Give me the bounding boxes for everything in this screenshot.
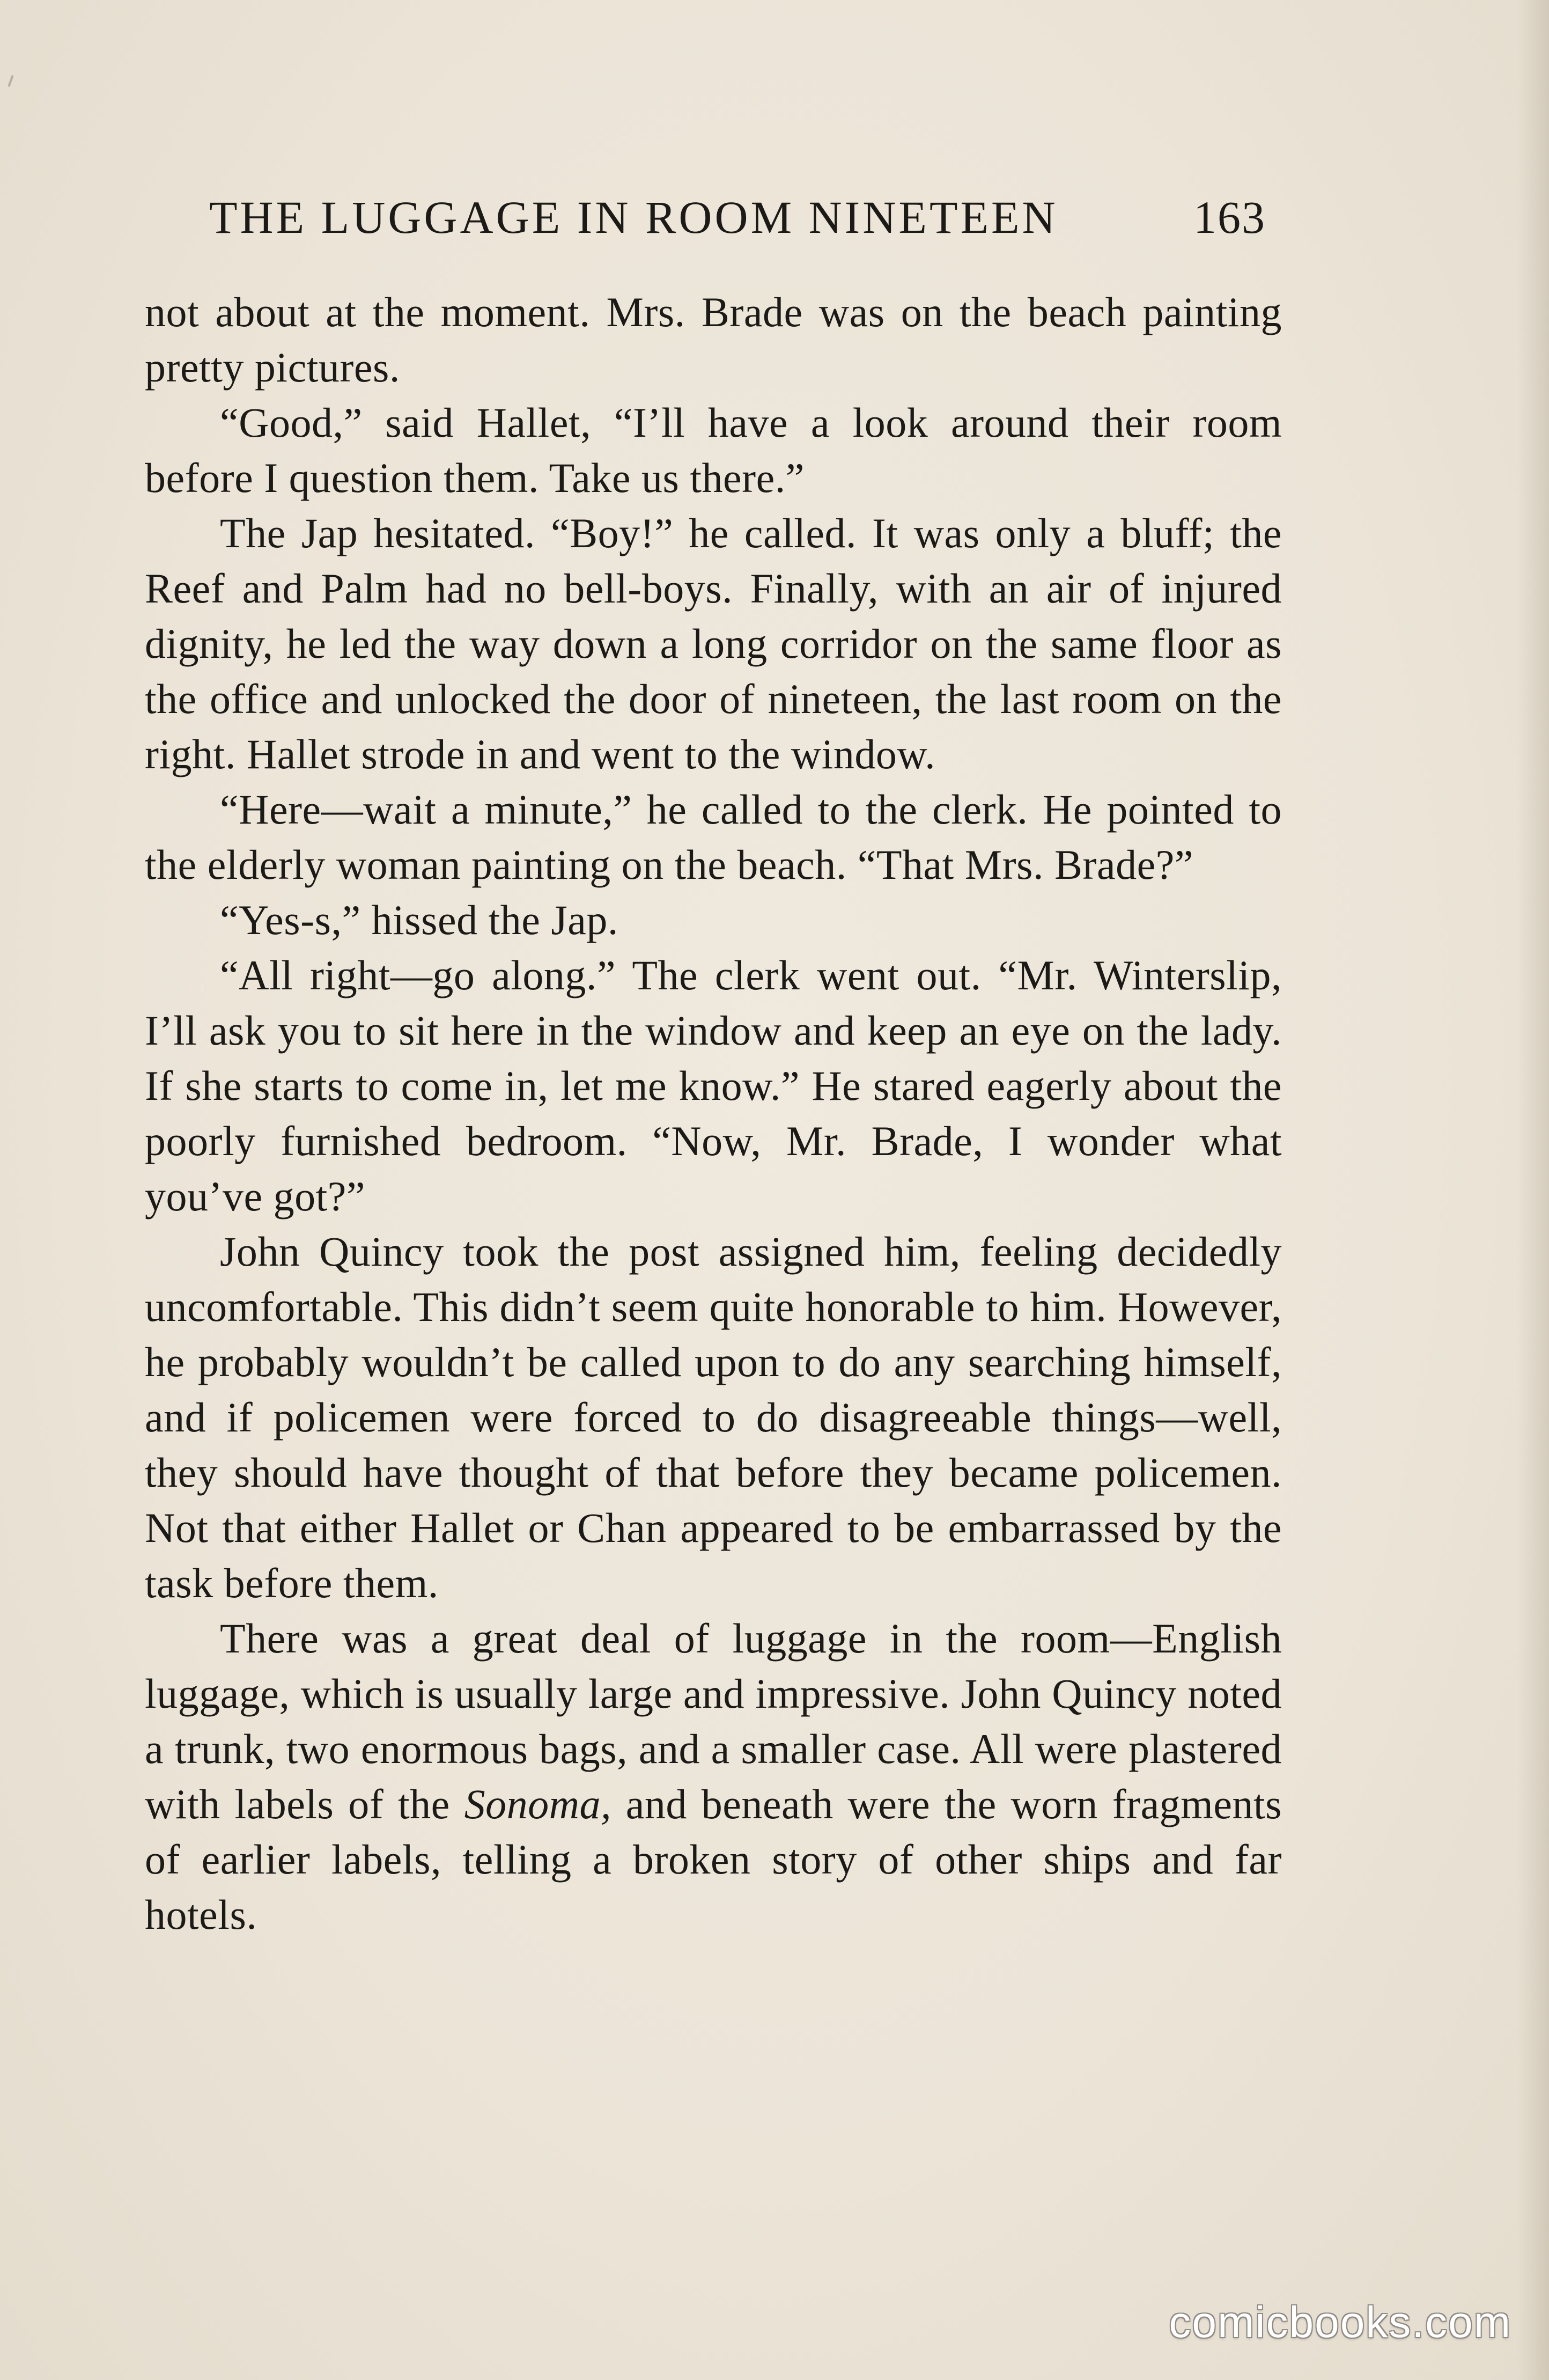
paragraph-text: “All right—go along.” The clerk went out. “Mr. Winterslip, I’ll ask you to sit here in the window and keep an eye on the lady. If she starts to come in, let me know.” He stared eagerly about the poorly furnished bedroom. “Now, Mr. Brade, I wonder what you’ve got?” <box>145 952 1282 1220</box>
paragraph <box>145 284 1282 395</box>
paragraph-text: “Good,” said Hallet, “I’ll have a look around their room before I question them. Take us there.” <box>145 399 1282 501</box>
paragraph-text: not about at the moment. Mrs. Brade was on the beach painting pretty pictures. <box>145 289 1282 391</box>
paper-speck <box>8 75 13 87</box>
paragraph-text: The Jap hesitated. “Boy!” he called. It was only a bluff; the Reef and Palm had no bell-boys. Finally, with an air of injured dignity, he led the way down a long corridor on the same floor as the office and unlocked the door of nineteen, the last room on the right. Hallet strode in and went to the window. <box>145 510 1282 777</box>
paragraph-text: “Yes-s,” hissed the Jap. <box>220 897 618 943</box>
paragraph <box>145 1611 1282 1942</box>
paragraph <box>145 1224 1282 1611</box>
watermark: comicbooks.com <box>1169 2298 1511 2347</box>
page-edge-shadow <box>1517 0 1549 2380</box>
page-header <box>209 182 1282 252</box>
paragraph-text: and beneath were the worn fragments of earlier labels, telling a broken story of other ships and far hotels. <box>145 1781 1282 1938</box>
paragraph <box>145 892 1282 947</box>
paragraph <box>145 505 1282 782</box>
paragraph <box>145 782 1282 892</box>
paragraph-text: There was a great deal of luggage in the room—English luggage, which is usually large and impressive. John Quincy noted a trunk, two enormous bags, and a smaller case. All were plastered with labels of the <box>145 1615 1282 1827</box>
body-text <box>145 284 1282 1942</box>
page-number: 163 <box>1193 192 1266 243</box>
paragraph <box>145 947 1282 1224</box>
paragraph-text: “Here—wait a minute,” he called to the clerk. He pointed to the elderly woman painting on the beach. “That Mrs. Brade?” <box>145 786 1282 888</box>
paragraph-text: John Quincy took the post assigned him, feeling decidedly uncomfortable. This didn’t seem quite honorable to him. However, he probably wouldn’t be called upon to do any searching himself, and if policemen were forced to do disagreeable things—well, they should have thought of that before they became policemen. Not that either Hallet or Chan appeared to be embarrassed by the task before them. <box>145 1228 1282 1606</box>
paragraph <box>145 395 1282 505</box>
ship-name-italic: Sonoma, <box>464 1781 611 1827</box>
running-head: THE LUGGAGE IN ROOM NINETEEN <box>209 192 1058 243</box>
